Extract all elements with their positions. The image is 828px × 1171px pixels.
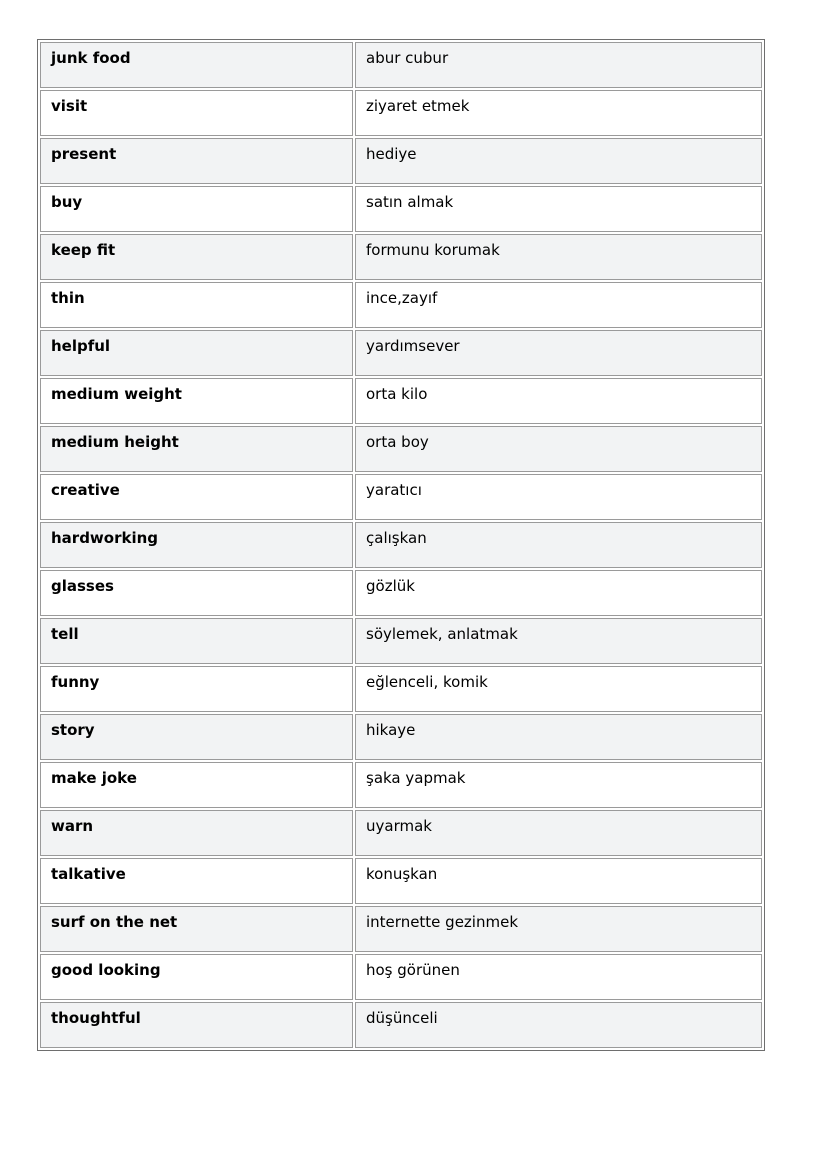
turkish-translation-cell: orta boy — [355, 426, 762, 472]
table-row — [40, 954, 762, 1000]
table-row — [40, 474, 762, 520]
english-term-cell: make joke — [40, 762, 353, 808]
english-term-cell: keep fit — [40, 234, 353, 280]
english-term-cell: medium weight — [40, 378, 353, 424]
english-term-cell: junk food — [40, 42, 353, 88]
english-term-cell: glasses — [40, 570, 353, 616]
table-row — [40, 618, 762, 664]
turkish-translation-cell: düşünceli — [355, 1002, 762, 1048]
english-term-cell: warn — [40, 810, 353, 856]
turkish-translation-cell: gözlük — [355, 570, 762, 616]
turkish-translation-cell: hikaye — [355, 714, 762, 760]
turkish-translation-cell: eğlenceli, komik — [355, 666, 762, 712]
table-row — [40, 666, 762, 712]
english-term-cell: story — [40, 714, 353, 760]
table-row — [40, 426, 762, 472]
turkish-translation-cell: formunu korumak — [355, 234, 762, 280]
turkish-translation-cell: abur cubur — [355, 42, 762, 88]
table-row — [40, 714, 762, 760]
turkish-translation-cell: internette gezinmek — [355, 906, 762, 952]
english-term-cell: visit — [40, 90, 353, 136]
table-row — [40, 522, 762, 568]
turkish-translation-cell: uyarmak — [355, 810, 762, 856]
table-row — [40, 90, 762, 136]
english-term-cell: present — [40, 138, 353, 184]
turkish-translation-cell: yardımsever — [355, 330, 762, 376]
turkish-translation-cell: hediye — [355, 138, 762, 184]
english-term-cell: creative — [40, 474, 353, 520]
turkish-translation-cell: ziyaret etmek — [355, 90, 762, 136]
english-term-cell: thin — [40, 282, 353, 328]
english-term-cell: tell — [40, 618, 353, 664]
turkish-translation-cell: konuşkan — [355, 858, 762, 904]
english-term-cell: good looking — [40, 954, 353, 1000]
table-row — [40, 42, 762, 88]
turkish-translation-cell: şaka yapmak — [355, 762, 762, 808]
vocabulary-table — [37, 39, 765, 1051]
table-row — [40, 234, 762, 280]
english-term-cell: helpful — [40, 330, 353, 376]
table-row — [40, 906, 762, 952]
english-term-cell: medium height — [40, 426, 353, 472]
table-row — [40, 570, 762, 616]
table-row — [40, 810, 762, 856]
table-row — [40, 1002, 762, 1048]
table-row — [40, 282, 762, 328]
english-term-cell: thoughtful — [40, 1002, 353, 1048]
english-term-cell: talkative — [40, 858, 353, 904]
turkish-translation-cell: satın almak — [355, 186, 762, 232]
table-row — [40, 186, 762, 232]
turkish-translation-cell: ince,zayıf — [355, 282, 762, 328]
turkish-translation-cell: orta kilo — [355, 378, 762, 424]
english-term-cell: hardworking — [40, 522, 353, 568]
turkish-translation-cell: çalışkan — [355, 522, 762, 568]
english-term-cell: surf on the net — [40, 906, 353, 952]
table-row — [40, 138, 762, 184]
table-row — [40, 330, 762, 376]
table-row — [40, 858, 762, 904]
english-term-cell: buy — [40, 186, 353, 232]
turkish-translation-cell: söylemek, anlatmak — [355, 618, 762, 664]
turkish-translation-cell: hoş görünen — [355, 954, 762, 1000]
vocabulary-table-body — [40, 42, 762, 1048]
table-row — [40, 378, 762, 424]
table-row — [40, 762, 762, 808]
english-term-cell: funny — [40, 666, 353, 712]
turkish-translation-cell: yaratıcı — [355, 474, 762, 520]
